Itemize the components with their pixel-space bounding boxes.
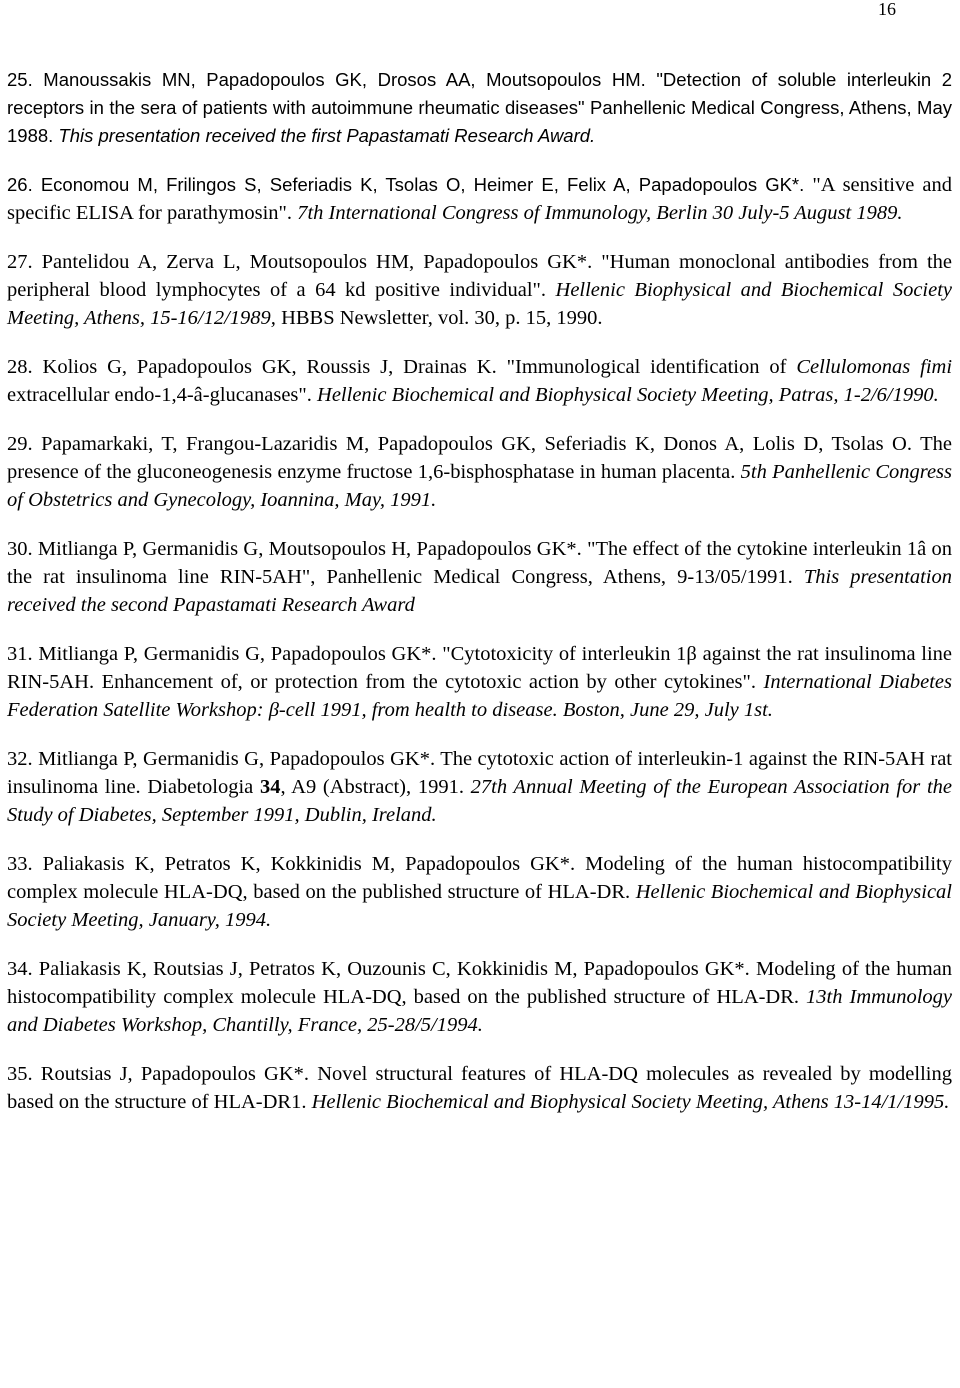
- reference-31: [7, 640, 952, 724]
- ref-title: Modeling of the human histocompatibility complex molecule HLA-DQ, based on the published structure of HLA-DR.: [7, 958, 953, 1008]
- reference-29: [7, 430, 952, 514]
- ref-note: This presentation received the second Papastamati Research Award: [7, 566, 952, 616]
- ref-venue: International Diabetes Federation Satellite Workshop: β-cell 1991, from health to disease. Boston, June 29, July 1st.: [7, 671, 953, 721]
- ref-number: 32.: [7, 748, 33, 770]
- ref-authors: Mitlianga P, Germanidis G, Moutsopoulos H, Papadopoulos GK*.: [37, 538, 582, 560]
- ref-title-end: extracellular endo-1,4-â-glucanases".: [7, 384, 312, 406]
- ref-venue: Panhellenic Medical Congress, Athens, May 1988.: [7, 97, 952, 146]
- ref-authors: Routsias J, Papadopoulos GK*.: [40, 1063, 310, 1085]
- ref-number: 25.: [7, 69, 33, 90]
- ref-note: This presentation received the first Papastamati Research Award.: [58, 125, 596, 146]
- ref-title-start: "Immunological identification of: [506, 356, 787, 378]
- ref-number: 30.: [7, 538, 33, 560]
- ref-pages: , A9 (Abstract), 1991.: [280, 776, 464, 798]
- ref-venue: Hellenic Biochemical and Biophysical Society Meeting, January, 1994.: [7, 881, 952, 931]
- ref-journal: Diabetologia: [147, 776, 254, 798]
- ref-volume: 34: [259, 776, 281, 798]
- ref-title: "A sensitive and specific ELISA for parathymosin".: [7, 174, 953, 224]
- ref-species: Cellulomonas fimi: [796, 356, 953, 378]
- ref-venue: Hellenic Biochemical and Biophysical Society Meeting, Athens 13-14/1/1995.: [311, 1091, 950, 1113]
- reference-28: [7, 353, 952, 409]
- ref-number: 35.: [7, 1063, 33, 1085]
- ref-extra: HBBS Newsletter, vol. 30, p. 15, 1990.: [281, 307, 603, 329]
- ref-venue: Panhellenic Medical Congress, Athens, 9-13/05/1991.: [326, 566, 793, 588]
- ref-venue: 7th International Congress of Immunology, Berlin 30 July-5 August 1989.: [297, 202, 903, 224]
- reference-30: [7, 535, 952, 619]
- ref-authors: Mitlianga P, Germanidis G, Papadopoulos GK*.: [38, 748, 436, 770]
- ref-authors: Papamarkaki, T, Frangou-Lazaridis M, Papadopoulos GK, Seferiadis K, Donos A, Lolis D, Tsolas O.: [41, 433, 912, 455]
- ref-authors: Manoussakis MN, Papadopoulos GK, Drosos AA, Moutsopoulos HM.: [43, 69, 646, 90]
- ref-venue: Hellenic Biophysical and Biochemical Society Meeting, Athens, 15-16/12/1989,: [7, 279, 953, 329]
- reference-26: [7, 171, 952, 227]
- ref-number: 34.: [7, 958, 33, 980]
- ref-title: "The effect of the cytokine interleukin 1â on the rat insulinoma line RIN-5AH",: [7, 538, 953, 588]
- ref-authors: Paliakasis K, Routsias J, Petratos K, Ouzounis C, Kokkinidis M, Papadopoulos GK*.: [38, 958, 750, 980]
- ref-number: 33.: [7, 853, 33, 875]
- reference-32: [7, 745, 952, 829]
- ref-venue: 13th Immunology and Diabetes Workshop, Chantilly, France, 25-28/5/1994.: [7, 986, 952, 1036]
- ref-title: "Human monoclonal antibodies from the peripheral blood lymphocytes of a 64 kd positive individual".: [7, 251, 953, 301]
- ref-number: 28.: [7, 356, 33, 378]
- reference-33: [7, 850, 952, 934]
- ref-title: "Cytotoxicity of interleukin 1β against the rat insulinoma line RIN-5AH. Enhancement of, or protection from the cytotoxic action by other cytokines".: [7, 643, 953, 693]
- ref-authors: Pantelidou A, Zerva L, Moutsopoulos HM, Papadopoulos GK*.: [41, 251, 593, 273]
- ref-number: 26.: [7, 174, 33, 195]
- ref-number: 27.: [7, 251, 33, 273]
- ref-title: The presence of the gluconeogenesis enzyme fructose 1,6-bisphosphatase in human placenta.: [7, 433, 952, 483]
- ref-authors: Paliakasis K, Petratos K, Kokkinidis M, Papadopoulos GK*.: [42, 853, 576, 875]
- ref-venue: 5th Panhellenic Congress of Obstetrics and Gynecology, Ioannina, May, 1991.: [7, 461, 953, 511]
- ref-number: 31.: [7, 643, 33, 665]
- ref-title: "Detection of soluble interleukin 2 receptors in the sera of patients with autoimmune rheumatic diseases": [7, 69, 953, 118]
- page-number: 16: [878, 0, 896, 19]
- ref-number: 29.: [7, 433, 33, 455]
- reference-list: [7, 66, 952, 1137]
- ref-venue: Hellenic Biochemical and Biophysical Society Meeting, Patras, 1-2/6/1990.: [317, 384, 939, 406]
- ref-venue: 27th Annual Meeting of the European Association for the Study of Diabetes, September 1991, Dublin, Ireland.: [7, 776, 953, 826]
- reference-34: [7, 955, 952, 1039]
- ref-authors: Mitlianga P, Germanidis G, Papadopoulos GK*.: [38, 643, 437, 665]
- reference-35: [7, 1060, 952, 1116]
- ref-title: Novel structural features of HLA-DQ molecules as revealed by modelling based on the structure of HLA-DR1.: [7, 1063, 952, 1113]
- ref-authors: Economou M, Frilingos S, Seferiadis K, Tsolas O, Heimer E, Felix A, Papadopoulos GK*.: [40, 174, 805, 195]
- ref-authors: Kolios G, Papadopoulos GK, Roussis J, Drainas K.: [42, 356, 497, 378]
- ref-title: Modeling of the human histocompatibility complex molecule HLA-DQ, based on the published structure of HLA-DR.: [7, 853, 952, 903]
- reference-27: [7, 248, 952, 332]
- reference-25: [7, 66, 952, 150]
- ref-title: The cytotoxic action of interleukin-1 against the RIN-5AH rat insulinoma line.: [7, 748, 952, 798]
